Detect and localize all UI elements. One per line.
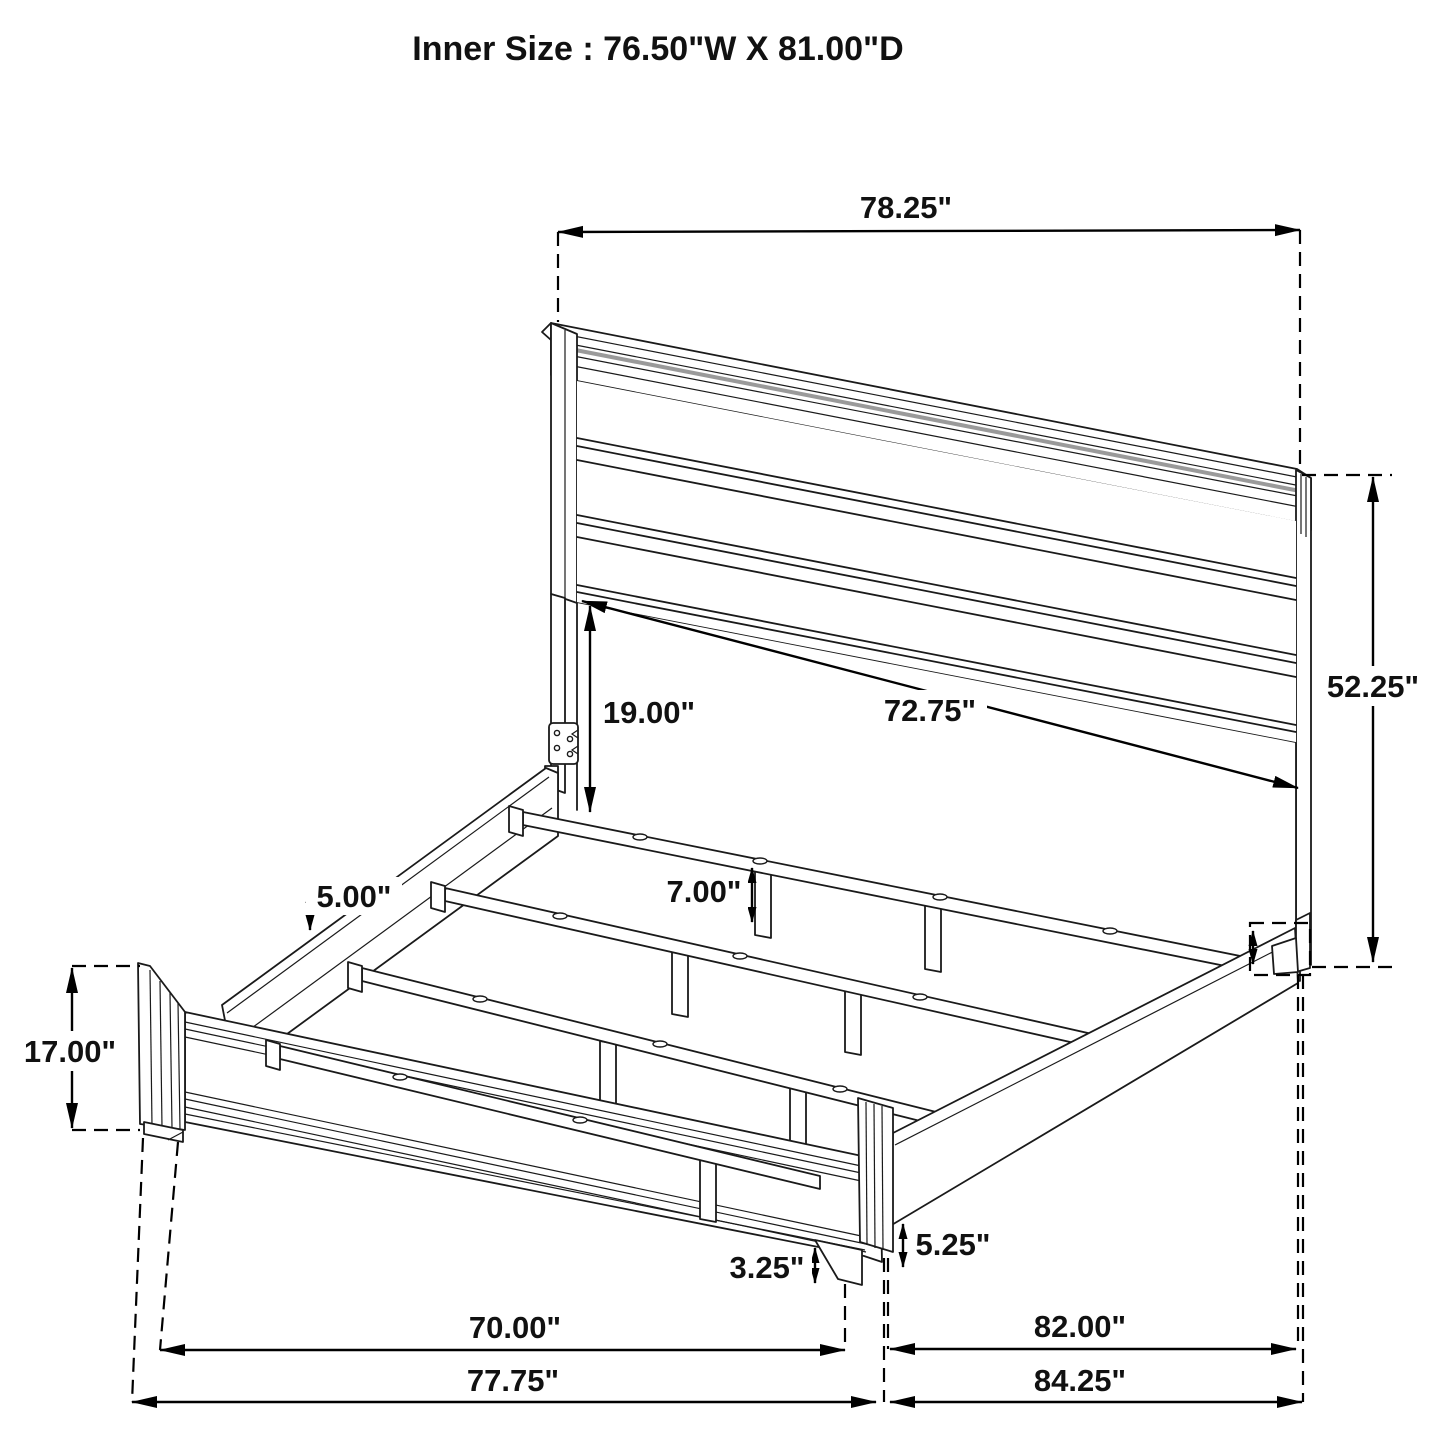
- dim-headboard-height: 52.25": [1326, 669, 1420, 704]
- dim-footboard-height: 17.00": [23, 1034, 117, 1069]
- dim-headboard-inner-width: 72.75": [883, 693, 977, 728]
- dim-inner-leg-width: 70.00": [468, 1310, 562, 1345]
- dim-rail-clearance: 5.25": [915, 1227, 991, 1262]
- dim-footboard-width: 77.75": [466, 1363, 560, 1398]
- dim-headboard-width: 78.25": [859, 190, 953, 225]
- dim-slat-leg-height: 7.00": [666, 874, 742, 909]
- left-side-rail: [222, 768, 558, 1072]
- dim-footboard-clearance: 3.25": [729, 1250, 805, 1285]
- dim-slat-spacing: 5.00": [316, 879, 392, 914]
- diagram-title: Inner Size : 76.50"W X 81.00"D: [412, 30, 904, 68]
- dim-panel-to-rail: 19.00": [602, 695, 696, 730]
- dim-overall-depth: 84.25": [1033, 1363, 1127, 1398]
- headboard: [542, 323, 1311, 965]
- dim-inner-leg-depth: 82.00": [1033, 1309, 1127, 1344]
